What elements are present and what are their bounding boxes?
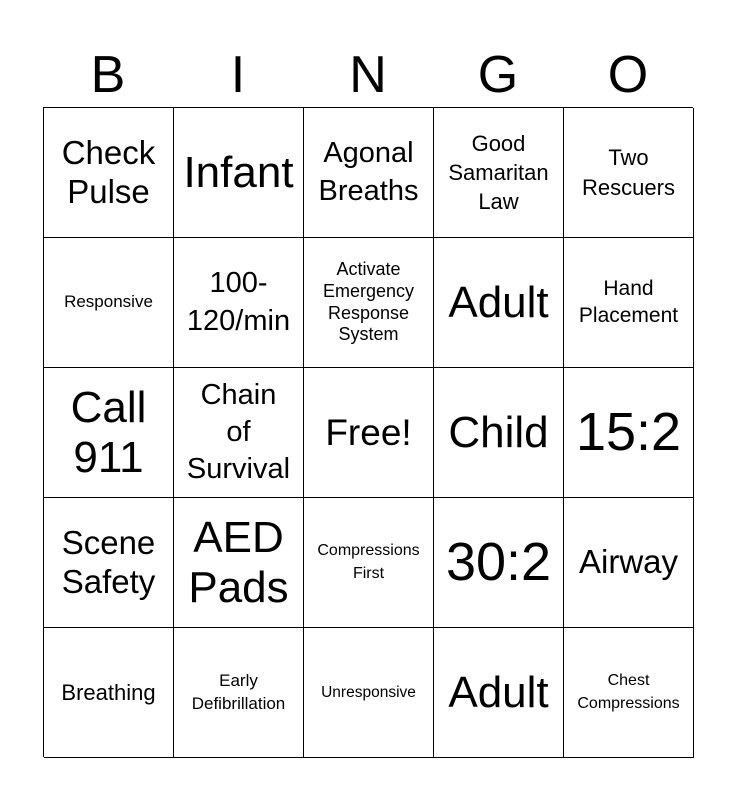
cell-text: Good Samaritan Law: [448, 130, 549, 215]
bingo-cell[interactable]: [304, 628, 434, 758]
cell-text: Chain of Survival: [186, 378, 291, 486]
bingo-cell[interactable]: [564, 238, 694, 368]
cell-text: Unresponsive: [321, 683, 416, 701]
free-space-cell[interactable]: [304, 368, 434, 498]
free-space-text: Free!: [325, 411, 412, 453]
bingo-cell[interactable]: [434, 108, 564, 238]
bingo-cell[interactable]: [304, 238, 434, 368]
header-letter-i: I: [230, 46, 246, 104]
bingo-cell[interactable]: [174, 498, 304, 628]
header-letter-g: G: [477, 46, 519, 104]
cell-text: AED Pads: [188, 513, 289, 612]
bingo-cell[interactable]: [564, 498, 694, 628]
bingo-cell[interactable]: [434, 368, 564, 498]
bingo-cell[interactable]: [174, 368, 304, 498]
bingo-cell[interactable]: [434, 498, 564, 628]
cell-text: Compressions First: [317, 542, 420, 582]
cell-text: Hand Placement: [578, 276, 679, 327]
cell-text: Adult: [448, 277, 549, 327]
bingo-card: [43, 107, 693, 757]
cell-text: 30:2: [445, 531, 552, 592]
cell-text: Call 911: [70, 383, 147, 482]
bingo-cell[interactable]: [304, 108, 434, 238]
cell-text: Airway: [578, 543, 679, 581]
cell-text: Child: [448, 407, 549, 457]
cell-text: Activate Emergency Response System: [322, 259, 415, 345]
bingo-cell[interactable]: [44, 498, 174, 628]
bingo-cell[interactable]: [434, 628, 564, 758]
bingo-header: [43, 44, 693, 106]
bingo-cell[interactable]: [174, 628, 304, 758]
cell-text: Early Defibrillation: [191, 671, 286, 713]
bingo-cell[interactable]: [44, 238, 174, 368]
bingo-cell[interactable]: [44, 108, 174, 238]
header-letter-o: O: [607, 46, 649, 104]
cell-text: 15:2: [575, 401, 682, 462]
bingo-cell[interactable]: [564, 368, 694, 498]
cell-text: Infant: [183, 147, 294, 197]
cell-text: Breathing: [61, 679, 156, 705]
cell-text: 100- 120/min: [186, 267, 291, 337]
cell-text: Scene Safety: [61, 523, 156, 600]
header-letter-n: N: [349, 46, 387, 104]
cell-text: Two Rescuers: [582, 145, 675, 200]
cell-text: Adult: [448, 667, 549, 717]
bingo-cell[interactable]: [174, 108, 304, 238]
bingo-cell[interactable]: [564, 628, 694, 758]
bingo-cell[interactable]: [434, 238, 564, 368]
cell-text: Responsive: [64, 292, 153, 312]
cell-text: Check Pulse: [61, 133, 156, 210]
bingo-cell[interactable]: [174, 238, 304, 368]
header-letter-b: B: [90, 46, 126, 104]
bingo-cell[interactable]: [304, 498, 434, 628]
bingo-cell[interactable]: [44, 628, 174, 758]
cell-text: Chest Compressions: [577, 672, 680, 712]
bingo-cell[interactable]: [564, 108, 694, 238]
bingo-cell[interactable]: [44, 368, 174, 498]
cell-text: Agonal Breaths: [318, 137, 419, 207]
